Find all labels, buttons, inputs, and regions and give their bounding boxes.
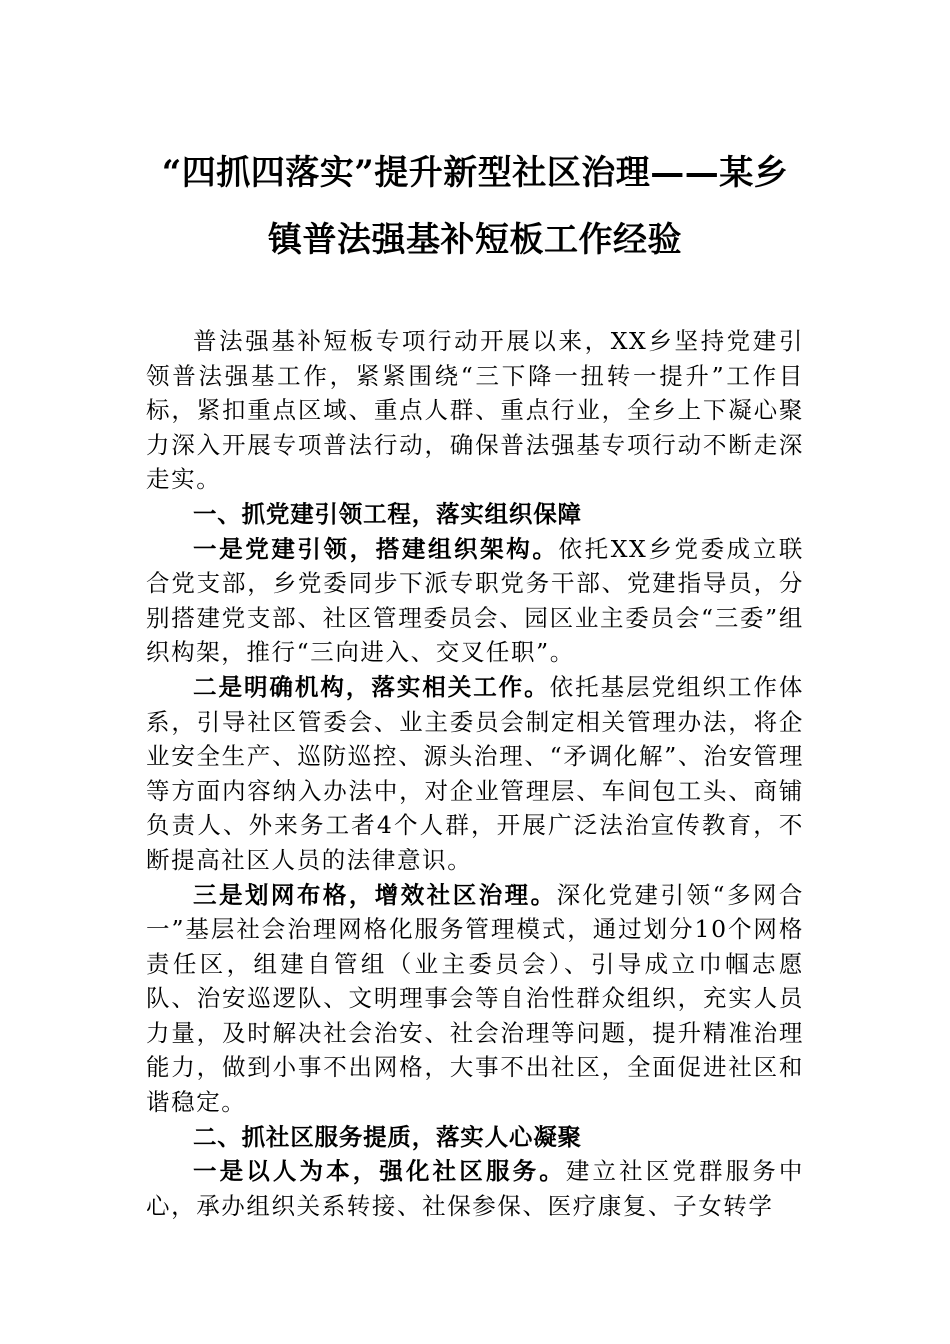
paragraph-text: 深化党建引领“多网合一”基层社会治理网格化服务管理模式，通过划分10个网格责任区，组建自管组（业主委员会）、引导成立巾帼志愿队、治安巡逻队、文明理事会等自治性群众组织，充实人员力量，及时解决社会治安、社会治理等问题，提升精准治理能力，做到小事不出网格，大事不出社区，全面促进社区和谐稳定。 (146, 880, 804, 1117)
paragraph-lead: 一是党建引领，搭建组织架构。 (193, 534, 559, 563)
paragraph-lead: 三是划网布格，增效社区治理。 (193, 880, 557, 909)
section-1-heading: 一、抓党建引领工程，落实组织保障 (193, 499, 582, 528)
paragraph-lead: 二是明确机构，落实相关工作。 (193, 672, 550, 701)
paragraph-text: 依托基层党组织工作体系，引导社区管委会、业主委员会制定相关管理办法，将企业安全生产、巡防巡控、源头治理、“矛调化解”、治安管理等方面内容纳入办法中，对企业管理层、车间包工头、商铺负责人、外来务工者4个人群，开展广泛法治宣传教育，不断提高社区人员的法律意识。 (146, 672, 805, 874)
document-title: “四抓四落实”提升新型社区治理——某乡镇普法强基补短板工作经验 (161, 153, 789, 260)
paragraph-text: 依托XX乡党委成立联合党支部，乡党委同步下派专职党务干部、党建指导员，分别搭建党支部、社区管理委员会、园区业主委员会“三委”组织构架，推行“三向进入、交叉任职”。 (146, 534, 804, 667)
document-body (146, 324, 804, 1223)
section-2-paragraph-1 (146, 1154, 804, 1223)
paragraph-lead: 一是以人为本，强化社区服务。 (193, 1157, 566, 1186)
section-1-paragraph-1 (146, 532, 804, 670)
section-1-paragraph-3 (146, 878, 804, 1120)
section-2-heading: 二、抓社区服务提质，落实人心凝聚 (193, 1122, 582, 1151)
section-1-paragraph-2 (146, 670, 804, 878)
intro-paragraph: 普法强基补短板专项行动开展以来，XX乡坚持党建引领普法强基工作，紧紧围绕“三下降一扭转一提升”工作目标，紧扣重点区域、重点人群、重点行业，全乡上下凝心聚力深入开展专项普法行动，确保普法强基专项行动不断走深走实。 (146, 327, 804, 494)
document-page (146, 140, 804, 1223)
paragraph-text: 建立社区党群服务中心，承办组织关系转接、社保参保、医疗康复、子女转学 (146, 1157, 804, 1220)
